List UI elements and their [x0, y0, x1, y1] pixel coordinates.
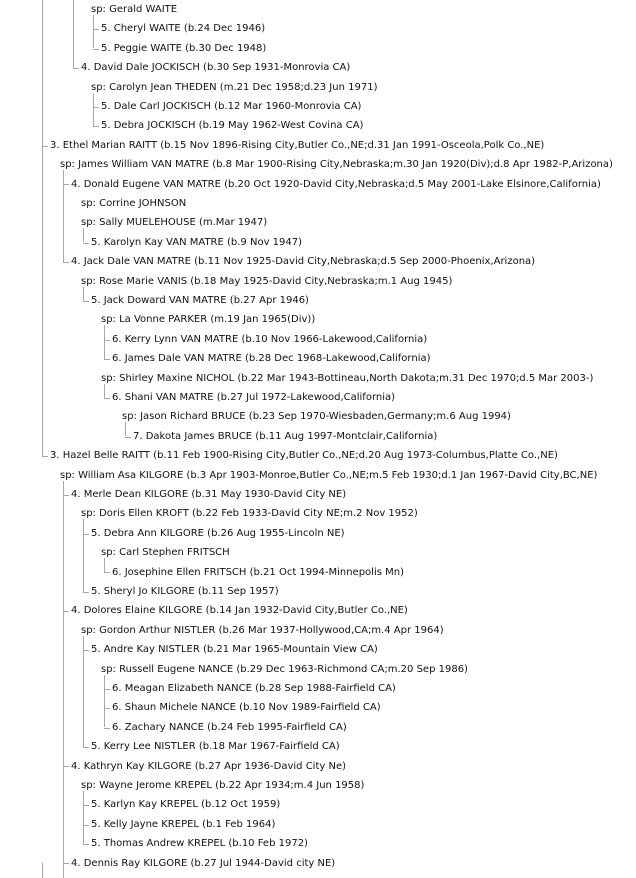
entry-text: 5. Sheryl Jo KILGORE (b.11 Sep 1957): [91, 586, 279, 597]
connector-line: [83, 635, 84, 747]
entry-text: 4. Kathryn Kay KILGORE (b.27 Apr 1936-David City Ne): [71, 760, 347, 772]
person-entry: [101, 39, 268, 58]
connector-tick: [83, 844, 89, 845]
person-entry: [91, 737, 342, 756]
connector-tick: [83, 747, 89, 748]
connector-line: [63, 863, 64, 878]
person-entry: [112, 563, 406, 582]
entry-text: sp: Shirley Maxine NICHOL (b.22 Mar 1943-Bottineau,North Dakota;m.31 Dec 1970;d.5 Mar 2003-): [101, 372, 594, 384]
person-entry: [112, 388, 397, 407]
connector-tick: [125, 437, 131, 438]
person-entry: [91, 524, 347, 543]
connector-line: [93, 91, 94, 126]
entry-text: sp: Rose Marie VANIS (b.18 May 1925-David City,Nebraska;m.1 Aug 1945): [81, 275, 453, 287]
person-entry: [112, 330, 429, 349]
entry-text: sp: Sally MUELEHOUSE (m.Mar 1947): [81, 217, 268, 229]
entry-text: sp: Gerald WAITE: [91, 4, 178, 15]
spouse-entry: [81, 213, 269, 232]
person-entry: [112, 698, 383, 717]
spouse-entry: [101, 660, 470, 679]
entry-text: 5. Debra Ann KILGORE (b.26 Aug 1955-Lincoln NE): [91, 527, 345, 539]
entry-text: sp: Russell Eugene NANCE (b.29 Dec 1963-Richmond CA;m.20 Sep 1986): [101, 663, 468, 675]
connector-tick: [83, 301, 89, 302]
spouse-entry: [81, 272, 454, 291]
spouse-entry: [81, 194, 188, 213]
spouse-entry: [81, 504, 420, 523]
person-entry: [81, 58, 352, 77]
spouse-entry: [91, 78, 379, 97]
entry-text: 4. Dolores Elaine KILGORE (b.14 Jan 1932-David City,Butler Co.,NE): [71, 605, 408, 617]
connector-line: [125, 421, 126, 436]
connector-tick: [104, 572, 110, 573]
spouse-entry: [101, 310, 317, 329]
entry-text: 5. Andre Kay NISTLER (b.21 Mar 1965-Mountain View CA): [91, 644, 378, 656]
person-entry: [101, 97, 363, 116]
connector-tick: [73, 68, 79, 69]
person-entry: [91, 815, 277, 834]
person-entry: [71, 601, 410, 620]
person-entry: [101, 19, 267, 38]
connector-line: [63, 479, 64, 863]
person-entry: [71, 757, 348, 776]
connector-line: [104, 673, 105, 727]
person-entry: [133, 427, 439, 446]
spouse-entry: [81, 621, 446, 640]
entry-text: 5. Kelly Jayne KREPEL (b.1 Feb 1964): [91, 818, 276, 830]
entry-text: 6. Kerry Lynn VAN MATRE (b.10 Nov 1966-Lakewood,California): [112, 333, 428, 345]
person-entry: [91, 582, 281, 601]
entry-text: sp: Gordon Arthur NISTLER (b.26 Mar 1937-Hollywood,CA;m.4 Apr 1964): [81, 624, 444, 636]
spouse-entry: [60, 155, 615, 174]
entry-text: 3. Hazel Belle RAITT (b.11 Feb 1900-Rising City,Butler Co.,NE;d.20 Aug 1973-Columbus,Platte Co.,NE): [50, 450, 558, 462]
person-entry: [91, 291, 311, 310]
connector-tick: [93, 126, 99, 127]
connector-line: [83, 518, 84, 592]
spouse-entry: [101, 369, 595, 388]
entry-text: 5. Karlyn Kay KREPEL (b.12 Oct 1959): [91, 799, 281, 811]
entry-text: 3. Ethel Marian RAITT (b.15 Nov 1896-Rising City,Butler Co.,NE;d.31 Jan 1991-Osceola,Polk Co.,NE): [50, 139, 545, 151]
entry-text: 5. Karolyn Kay VAN MATRE (b.9 Nov 1947): [91, 236, 303, 248]
entry-text: sp: James William VAN MATRE (b.8 Mar 1900-Rising City,Nebraska;m.30 Jan 1920(Div);d.8 Apr 1982-P,Arizona): [60, 159, 613, 171]
spouse-entry: [81, 776, 366, 795]
entry-text: 5. Peggie WAITE (b.30 Dec 1948): [101, 42, 267, 54]
person-entry: [91, 834, 310, 853]
person-entry: [71, 854, 337, 873]
entry-text: 5. Jack Doward VAN MATRE (b.27 Apr 1946): [91, 295, 309, 306]
entry-text: 4. Jack Dale VAN MATRE (b.11 Nov 1925-David City,Nebraska;d.5 Sep 2000-Phoenix,Arizona): [71, 256, 536, 268]
entry-text: 6. Josephine Ellen FRITSCH (b.21 Oct 1994-Minnepolis Mn): [112, 566, 404, 578]
connector-tick: [42, 456, 48, 457]
connector-tick: [83, 243, 89, 244]
connector-line: [63, 169, 64, 262]
entry-text: 4. Dennis Ray KILGORE (b.27 Jul 1944-David city NE): [71, 857, 336, 869]
connector-tick: [63, 262, 69, 263]
spouse-entry: [60, 466, 599, 485]
person-entry: [71, 485, 348, 504]
person-entry: [91, 795, 282, 814]
person-entry: [50, 446, 560, 465]
entry-text: 5. Kerry Lee NISTLER (b.18 Mar 1967-Fairfield CA): [91, 741, 340, 753]
connector-line: [42, 0, 43, 456]
connector-tick: [104, 398, 110, 399]
entry-text: 5. Thomas Andrew KREPEL (b.10 Feb 1972): [91, 838, 308, 850]
entry-text: 5. Dale Carl JOCKISCH (b.12 Mar 1960-Monrovia CA): [101, 101, 362, 112]
entry-text: 6. James Dale VAN MATRE (b.28 Dec 1968-Lakewood,California): [112, 353, 431, 365]
spouse-entry: [101, 543, 232, 562]
entry-text: 6. Meagan Elizabeth NANCE (b.28 Sep 1988-Fairfield CA): [112, 683, 396, 694]
connector-tick: [83, 592, 89, 593]
entry-text: sp: Doris Ellen KROFT (b.22 Feb 1933-David City NE;m.2 Nov 1952): [81, 508, 418, 520]
connector-tick: [104, 728, 110, 729]
entry-text: 4. Donald Eugene VAN MATRE (b.20 Oct 1920-David City,Nebraska;d.5 May 2001-Lake Elsinore,California): [71, 178, 601, 190]
entry-text: 6. Shani VAN MATRE (b.27 Jul 1972-Lakewood,California): [112, 392, 396, 403]
connector-line: [93, 14, 94, 49]
entry-text: 6. Shaun Michele NANCE (b.10 Nov 1989-Fairfield CA): [112, 702, 381, 714]
person-entry: [112, 349, 433, 368]
person-entry: [112, 718, 349, 737]
entry-text: 7. Dakota James BRUCE (b.11 Aug 1997-Montclair,California): [133, 430, 438, 442]
connector-line: [104, 557, 105, 572]
person-entry: [91, 640, 380, 659]
person-entry: [71, 175, 603, 194]
connector-tick: [93, 49, 99, 50]
connector-line: [83, 227, 84, 242]
entry-text: sp: William Asa KILGORE (b.3 Apr 1903-Monroe,Butler Co.,NE;m.5 Feb 1930;d.1 Jan 1967-David City,BC,NE): [60, 469, 598, 481]
connector-line: [104, 324, 105, 359]
person-entry: [112, 679, 398, 698]
spouse-entry: [91, 0, 179, 19]
entry-text: 5. Cheryl WAITE (b.24 Dec 1946): [101, 23, 266, 35]
entry-text: 4. David Dale JOCKISCH (b.30 Sep 1931-Monrovia CA): [81, 62, 351, 74]
entry-text: 6. Zachary NANCE (b.24 Feb 1995-Fairfield CA): [112, 721, 347, 733]
connector-tick: [104, 359, 110, 360]
connector-line: [73, 0, 74, 68]
entry-text: sp: Jason Richard BRUCE (b.23 Sep 1970-Wiesbaden,Germany;m.6 Aug 1994): [122, 411, 511, 423]
connector-line: [104, 382, 105, 397]
person-entry: [50, 136, 546, 155]
entry-text: 4. Merle Dean KILGORE (b.31 May 1930-David City NE): [71, 489, 347, 500]
person-entry: [91, 233, 304, 252]
connector-line: [42, 863, 43, 878]
connector-line: [83, 285, 84, 300]
entry-text: sp: Carolyn Jean THEDEN (m.21 Dec 1958;d.23 Jun 1971): [91, 81, 378, 93]
connector-line: [83, 790, 84, 844]
entry-text: sp: Corrine JOHNSON: [81, 198, 187, 209]
spouse-entry: [122, 407, 513, 426]
entry-text: sp: Carl Stephen FRITSCH: [101, 547, 230, 559]
entry-text: sp: La Vonne PARKER (m.19 Jan 1965(Div)): [101, 314, 316, 326]
person-entry: [101, 116, 365, 135]
entry-text: 5. Debra JOCKISCH (b.19 May 1962-West Covina CA): [101, 120, 364, 132]
entry-text: sp: Wayne Jerome KREPEL (b.22 Apr 1934;m.4 Jun 1958): [81, 780, 365, 791]
person-entry: [71, 252, 537, 271]
